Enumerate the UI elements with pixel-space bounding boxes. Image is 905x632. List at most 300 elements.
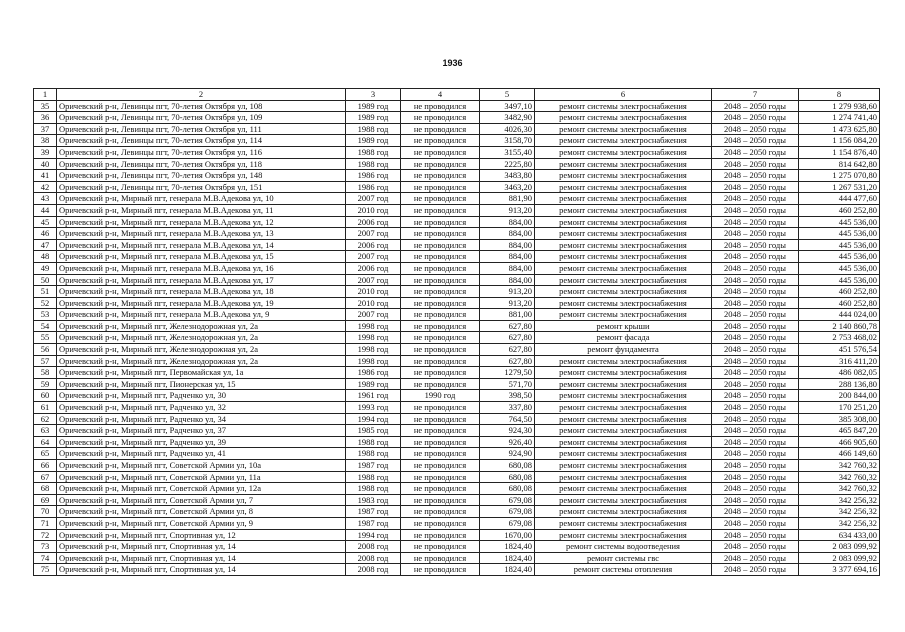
build-year-cell: 2006 год	[346, 262, 401, 274]
area-cell: 337,80	[480, 402, 535, 414]
last-repair-cell: не проводился	[401, 204, 480, 216]
last-repair-cell: не проводился	[401, 181, 480, 193]
address-cell: Оричевский р-н, Мирный пгт, Советской Армии ул, 8	[57, 506, 346, 518]
period-cell: 2048 – 2050 годы	[712, 262, 799, 274]
cost-cell: 460 252,80	[799, 297, 880, 309]
period-cell: 2048 – 2050 годы	[712, 146, 799, 158]
row-number-cell: 70	[34, 506, 57, 518]
table-row	[34, 274, 880, 286]
work-type-cell: ремонт фасада	[535, 332, 712, 344]
period-cell: 2048 – 2050 годы	[712, 274, 799, 286]
period-cell: 2048 – 2050 годы	[712, 529, 799, 541]
period-cell: 2048 – 2050 годы	[712, 239, 799, 251]
area-cell: 680,08	[480, 483, 535, 495]
row-number-cell: 67	[34, 471, 57, 483]
cost-cell: 3 377 694,16	[799, 564, 880, 576]
row-number-cell: 43	[34, 193, 57, 205]
build-year-cell: 1987 год	[346, 460, 401, 472]
address-cell: Оричевский р-н, Мирный пгт, генерала М.В.Адекова ул, 11	[57, 204, 346, 216]
area-cell: 679,08	[480, 506, 535, 518]
row-number-cell: 60	[34, 390, 57, 402]
work-type-cell: ремонт системы электроснабжения	[535, 471, 712, 483]
last-repair-cell: не проводился	[401, 378, 480, 390]
build-year-cell: 1998 год	[346, 355, 401, 367]
area-cell: 627,80	[480, 320, 535, 332]
period-cell: 2048 – 2050 годы	[712, 251, 799, 263]
build-year-cell: 2010 год	[346, 286, 401, 298]
area-cell: 881,00	[480, 309, 535, 321]
build-year-cell: 2007 год	[346, 309, 401, 321]
address-cell: Оричевский р-н, Мирный пгт, Железнодорожная ул, 2а	[57, 332, 346, 344]
cost-cell: 465 847,20	[799, 425, 880, 437]
period-cell: 2048 – 2050 годы	[712, 425, 799, 437]
cost-cell: 1 156 084,20	[799, 135, 880, 147]
build-year-cell: 1987 год	[346, 517, 401, 529]
cost-cell: 466 905,60	[799, 436, 880, 448]
address-cell: Оричевский р-н, Левинцы пгт, 70-летия Октября ул, 116	[57, 146, 346, 158]
table-row	[34, 286, 880, 298]
column-header-1: 1	[34, 89, 57, 101]
build-year-cell: 1986 год	[346, 181, 401, 193]
table-row	[34, 564, 880, 576]
work-type-cell: ремонт системы электроснабжения	[535, 228, 712, 240]
build-year-cell: 1994 год	[346, 529, 401, 541]
row-number-cell: 66	[34, 460, 57, 472]
last-repair-cell: не проводился	[401, 286, 480, 298]
row-number-cell: 39	[34, 146, 57, 158]
build-year-cell: 1998 год	[346, 332, 401, 344]
work-type-cell: ремонт системы отопления	[535, 564, 712, 576]
table-row	[34, 228, 880, 240]
table-row	[34, 158, 880, 170]
cost-cell: 1 279 938,60	[799, 100, 880, 112]
area-cell: 924,30	[480, 425, 535, 437]
area-cell: 924,90	[480, 448, 535, 460]
last-repair-cell: не проводился	[401, 135, 480, 147]
area-cell: 884,00	[480, 274, 535, 286]
cost-cell: 1 473 625,80	[799, 123, 880, 135]
table-row	[34, 262, 880, 274]
address-cell: Оричевский р-н, Мирный пгт, Радченко ул, 41	[57, 448, 346, 460]
period-cell: 2048 – 2050 годы	[712, 112, 799, 124]
column-header-4: 4	[401, 89, 480, 101]
address-cell: Оричевский р-н, Мирный пгт, генерала М.В.Адекова ул, 19	[57, 297, 346, 309]
address-cell: Оричевский р-н, Мирный пгт, генерала М.В.Адекова ул, 18	[57, 286, 346, 298]
last-repair-cell: не проводился	[401, 112, 480, 124]
work-type-cell: ремонт системы электроснабжения	[535, 204, 712, 216]
last-repair-cell: не проводился	[401, 123, 480, 135]
work-type-cell: ремонт системы электроснабжения	[535, 402, 712, 414]
row-number-cell: 36	[34, 112, 57, 124]
work-type-cell: ремонт системы водоотведения	[535, 541, 712, 553]
table-row	[34, 552, 880, 564]
period-cell: 2048 – 2050 годы	[712, 193, 799, 205]
row-number-cell: 35	[34, 100, 57, 112]
area-cell: 884,00	[480, 228, 535, 240]
last-repair-cell: не проводился	[401, 402, 480, 414]
build-year-cell: 1988 год	[346, 436, 401, 448]
table-row	[34, 170, 880, 182]
address-cell: Оричевский р-н, Левинцы пгт, 70-летия Октября ул, 109	[57, 112, 346, 124]
last-repair-cell: не проводился	[401, 228, 480, 240]
last-repair-cell: не проводился	[401, 552, 480, 564]
work-type-cell: ремонт системы электроснабжения	[535, 517, 712, 529]
table-row	[34, 494, 880, 506]
cost-cell: 1 154 876,40	[799, 146, 880, 158]
build-year-cell: 1988 год	[346, 471, 401, 483]
cost-cell: 634 433,00	[799, 529, 880, 541]
row-number-cell: 50	[34, 274, 57, 286]
table-row	[34, 332, 880, 344]
area-cell: 679,08	[480, 517, 535, 529]
build-year-cell: 1988 год	[346, 483, 401, 495]
build-year-cell: 1998 год	[346, 320, 401, 332]
work-type-cell: ремонт системы электроснабжения	[535, 390, 712, 402]
area-cell: 884,00	[480, 251, 535, 263]
row-number-cell: 51	[34, 286, 57, 298]
period-cell: 2048 – 2050 годы	[712, 471, 799, 483]
period-cell: 2048 – 2050 годы	[712, 216, 799, 228]
area-cell: 2225,80	[480, 158, 535, 170]
row-number-cell: 72	[34, 529, 57, 541]
period-cell: 2048 – 2050 годы	[712, 170, 799, 182]
period-cell: 2048 – 2050 годы	[712, 228, 799, 240]
period-cell: 2048 – 2050 годы	[712, 506, 799, 518]
table-row	[34, 309, 880, 321]
last-repair-cell: не проводился	[401, 344, 480, 356]
build-year-cell: 1985 год	[346, 425, 401, 437]
address-cell: Оричевский р-н, Левинцы пгт, 70-летия Октября ул, 148	[57, 170, 346, 182]
work-type-cell: ремонт системы гвс	[535, 552, 712, 564]
address-cell: Оричевский р-н, Мирный пгт, Спортивная ул, 12	[57, 529, 346, 541]
area-cell: 627,80	[480, 332, 535, 344]
row-number-cell: 41	[34, 170, 57, 182]
work-type-cell: ремонт системы электроснабжения	[535, 135, 712, 147]
period-cell: 2048 – 2050 годы	[712, 390, 799, 402]
work-type-cell: ремонт системы электроснабжения	[535, 216, 712, 228]
table-row	[34, 355, 880, 367]
work-type-cell: ремонт системы электроснабжения	[535, 251, 712, 263]
build-year-cell: 1998 год	[346, 344, 401, 356]
cost-cell: 486 082,05	[799, 367, 880, 379]
row-number-cell: 62	[34, 413, 57, 425]
last-repair-cell: не проводился	[401, 529, 480, 541]
area-cell: 398,50	[480, 390, 535, 402]
address-cell: Оричевский р-н, Мирный пгт, генерала М.В.Адекова ул, 12	[57, 216, 346, 228]
last-repair-cell: не проводился	[401, 413, 480, 425]
cost-cell: 200 844,00	[799, 390, 880, 402]
address-cell: Оричевский р-н, Левинцы пгт, 70-летия Октября ул, 151	[57, 181, 346, 193]
build-year-cell: 1993 год	[346, 402, 401, 414]
last-repair-cell: не проводился	[401, 100, 480, 112]
address-cell: Оричевский р-н, Мирный пгт, генерала М.В.Адекова ул, 13	[57, 228, 346, 240]
period-cell: 2048 – 2050 годы	[712, 123, 799, 135]
row-number-cell: 58	[34, 367, 57, 379]
cost-cell: 466 149,60	[799, 448, 880, 460]
address-cell: Оричевский р-н, Мирный пгт, Железнодорожная ул, 2а	[57, 355, 346, 367]
area-cell: 679,08	[480, 494, 535, 506]
cost-cell: 1 267 531,20	[799, 181, 880, 193]
work-type-cell: ремонт системы электроснабжения	[535, 193, 712, 205]
column-header-8: 8	[799, 89, 880, 101]
row-number-cell: 64	[34, 436, 57, 448]
area-cell: 913,20	[480, 204, 535, 216]
row-number-cell: 73	[34, 541, 57, 553]
row-number-cell: 48	[34, 251, 57, 263]
last-repair-cell: не проводился	[401, 332, 480, 344]
build-year-cell: 2010 год	[346, 297, 401, 309]
build-year-cell: 2006 год	[346, 239, 401, 251]
table-row	[34, 112, 880, 124]
cost-cell: 814 642,80	[799, 158, 880, 170]
build-year-cell: 2007 год	[346, 251, 401, 263]
column-header-3: 3	[346, 89, 401, 101]
work-type-cell: ремонт системы электроснабжения	[535, 181, 712, 193]
period-cell: 2048 – 2050 годы	[712, 494, 799, 506]
row-number-cell: 65	[34, 448, 57, 460]
last-repair-cell: не проводился	[401, 170, 480, 182]
table-row	[34, 181, 880, 193]
area-cell: 764,50	[480, 413, 535, 425]
period-cell: 2048 – 2050 годы	[712, 344, 799, 356]
address-cell: Оричевский р-н, Мирный пгт, Пионерская ул, 15	[57, 378, 346, 390]
work-type-cell: ремонт системы электроснабжения	[535, 483, 712, 495]
area-cell: 1824,40	[480, 541, 535, 553]
work-type-cell: ремонт системы электроснабжения	[535, 494, 712, 506]
build-year-cell: 2007 год	[346, 228, 401, 240]
work-type-cell: ремонт системы электроснабжения	[535, 355, 712, 367]
last-repair-cell: не проводился	[401, 309, 480, 321]
last-repair-cell: не проводился	[401, 193, 480, 205]
build-year-cell: 1989 год	[346, 100, 401, 112]
area-cell: 3497,10	[480, 100, 535, 112]
row-number-cell: 38	[34, 135, 57, 147]
work-type-cell: ремонт системы электроснабжения	[535, 425, 712, 437]
table-row	[34, 413, 880, 425]
page-number: 1936	[442, 58, 463, 68]
work-type-cell: ремонт фундамента	[535, 344, 712, 356]
build-year-cell: 2010 год	[346, 204, 401, 216]
work-type-cell: ремонт системы электроснабжения	[535, 309, 712, 321]
cost-cell: 288 136,80	[799, 378, 880, 390]
table-row	[34, 251, 880, 263]
table-row	[34, 378, 880, 390]
row-number-cell: 49	[34, 262, 57, 274]
address-cell: Оричевский р-н, Мирный пгт, Советской Армии ул, 9	[57, 517, 346, 529]
cost-cell: 1 274 741,40	[799, 112, 880, 124]
cost-cell: 460 252,80	[799, 286, 880, 298]
row-number-cell: 53	[34, 309, 57, 321]
period-cell: 2048 – 2050 годы	[712, 483, 799, 495]
row-number-cell: 44	[34, 204, 57, 216]
address-cell: Оричевский р-н, Мирный пгт, Железнодорожная ул, 2а	[57, 344, 346, 356]
period-cell: 2048 – 2050 годы	[712, 436, 799, 448]
period-cell: 2048 – 2050 годы	[712, 564, 799, 576]
period-cell: 2048 – 2050 годы	[712, 158, 799, 170]
work-type-cell: ремонт крыши	[535, 320, 712, 332]
row-number-cell: 52	[34, 297, 57, 309]
area-cell: 680,08	[480, 460, 535, 472]
area-cell: 3482,90	[480, 112, 535, 124]
area-cell: 1824,40	[480, 564, 535, 576]
period-cell: 2048 – 2050 годы	[712, 367, 799, 379]
build-year-cell: 1987 год	[346, 506, 401, 518]
build-year-cell: 1986 год	[346, 367, 401, 379]
row-number-cell: 74	[34, 552, 57, 564]
cost-cell: 342 760,32	[799, 460, 880, 472]
row-number-cell: 56	[34, 344, 57, 356]
table-row	[34, 471, 880, 483]
row-number-cell: 59	[34, 378, 57, 390]
address-cell: Оричевский р-н, Мирный пгт, генерала М.В.Адекова ул, 16	[57, 262, 346, 274]
column-header-7: 7	[712, 89, 799, 101]
period-cell: 2048 – 2050 годы	[712, 355, 799, 367]
cost-cell: 385 308,00	[799, 413, 880, 425]
period-cell: 2048 – 2050 годы	[712, 413, 799, 425]
period-cell: 2048 – 2050 годы	[712, 460, 799, 472]
cost-cell: 2 083 099,92	[799, 552, 880, 564]
row-number-cell: 63	[34, 425, 57, 437]
table-row	[34, 402, 880, 414]
area-cell: 4026,30	[480, 123, 535, 135]
address-cell: Оричевский р-н, Мирный пгт, Радченко ул, 39	[57, 436, 346, 448]
last-repair-cell: не проводился	[401, 262, 480, 274]
work-type-cell: ремонт системы электроснабжения	[535, 262, 712, 274]
address-cell: Оричевский р-н, Мирный пгт, Радченко ул, 32	[57, 402, 346, 414]
period-cell: 2048 – 2050 годы	[712, 286, 799, 298]
area-cell: 3155,40	[480, 146, 535, 158]
address-cell: Оричевский р-н, Мирный пгт, Советской Армии ул, 12а	[57, 483, 346, 495]
work-type-cell: ремонт системы электроснабжения	[535, 112, 712, 124]
work-type-cell: ремонт системы электроснабжения	[535, 286, 712, 298]
area-cell: 3158,70	[480, 135, 535, 147]
area-cell: 1279,50	[480, 367, 535, 379]
table-row	[34, 367, 880, 379]
work-type-cell: ремонт системы электроснабжения	[535, 460, 712, 472]
cost-cell: 445 536,00	[799, 251, 880, 263]
table-row	[34, 506, 880, 518]
work-type-cell: ремонт системы электроснабжения	[535, 448, 712, 460]
address-cell: Оричевский р-н, Левинцы пгт, 70-летия Октября ул, 108	[57, 100, 346, 112]
row-number-cell: 75	[34, 564, 57, 576]
last-repair-cell: не проводился	[401, 483, 480, 495]
build-year-cell: 2008 год	[346, 564, 401, 576]
cost-cell: 2 753 468,02	[799, 332, 880, 344]
build-year-cell: 2007 год	[346, 193, 401, 205]
last-repair-cell: не проводился	[401, 216, 480, 228]
address-cell: Оричевский р-н, Левинцы пгт, 70-летия Октября ул, 114	[57, 135, 346, 147]
column-header-5: 5	[480, 89, 535, 101]
table-row	[34, 135, 880, 147]
build-year-cell: 1983 год	[346, 494, 401, 506]
table-row	[34, 483, 880, 495]
area-cell: 680,08	[480, 471, 535, 483]
last-repair-cell: не проводился	[401, 367, 480, 379]
period-cell: 2048 – 2050 годы	[712, 181, 799, 193]
address-cell: Оричевский р-н, Мирный пгт, Радченко ул, 30	[57, 390, 346, 402]
build-year-cell: 1988 год	[346, 123, 401, 135]
address-cell: Оричевский р-н, Мирный пгт, генерала М.В.Адекова ул, 17	[57, 274, 346, 286]
table-body	[34, 100, 880, 575]
address-cell: Оричевский р-н, Мирный пгт, Спортивная ул, 14	[57, 552, 346, 564]
address-cell: Оричевский р-н, Мирный пгт, генерала М.В.Адекова ул, 9	[57, 309, 346, 321]
row-number-cell: 47	[34, 239, 57, 251]
period-cell: 2048 – 2050 годы	[712, 309, 799, 321]
address-cell: Оричевский р-н, Мирный пгт, Советской Армии ул, 10а	[57, 460, 346, 472]
table-row	[34, 517, 880, 529]
area-cell: 3463,20	[480, 181, 535, 193]
table-header-row	[34, 89, 880, 101]
period-cell: 2048 – 2050 годы	[712, 297, 799, 309]
address-cell: Оричевский р-н, Мирный пгт, Радченко ул, 37	[57, 425, 346, 437]
register-table	[33, 88, 880, 576]
table-row	[34, 436, 880, 448]
work-type-cell: ремонт системы электроснабжения	[535, 146, 712, 158]
row-number-cell: 37	[34, 123, 57, 135]
last-repair-cell: не проводился	[401, 564, 480, 576]
last-repair-cell: не проводился	[401, 460, 480, 472]
last-repair-cell: не проводился	[401, 320, 480, 332]
area-cell: 913,20	[480, 297, 535, 309]
table-row	[34, 204, 880, 216]
last-repair-cell: не проводился	[401, 239, 480, 251]
table-row	[34, 541, 880, 553]
last-repair-cell: не проводился	[401, 425, 480, 437]
build-year-cell: 2008 год	[346, 541, 401, 553]
area-cell: 884,00	[480, 239, 535, 251]
last-repair-cell: не проводился	[401, 506, 480, 518]
period-cell: 2048 – 2050 годы	[712, 100, 799, 112]
table-row	[34, 146, 880, 158]
row-number-cell: 68	[34, 483, 57, 495]
build-year-cell: 1989 год	[346, 378, 401, 390]
cost-cell: 342 760,32	[799, 471, 880, 483]
column-header-2: 2	[57, 89, 346, 101]
period-cell: 2048 – 2050 годы	[712, 402, 799, 414]
work-type-cell: ремонт системы электроснабжения	[535, 378, 712, 390]
row-number-cell: 40	[34, 158, 57, 170]
work-type-cell: ремонт системы электроснабжения	[535, 274, 712, 286]
build-year-cell: 1986 год	[346, 170, 401, 182]
address-cell: Оричевский р-н, Мирный пгт, генерала М.В.Адекова ул, 10	[57, 193, 346, 205]
cost-cell: 342 256,32	[799, 517, 880, 529]
period-cell: 2048 – 2050 годы	[712, 135, 799, 147]
last-repair-cell: не проводился	[401, 297, 480, 309]
work-type-cell: ремонт системы электроснабжения	[535, 239, 712, 251]
address-cell: Оричевский р-н, Мирный пгт, Радченко ул, 34	[57, 413, 346, 425]
period-cell: 2048 – 2050 годы	[712, 448, 799, 460]
period-cell: 2048 – 2050 годы	[712, 541, 799, 553]
address-cell: Оричевский р-н, Мирный пгт, Советской Армии ул, 11а	[57, 471, 346, 483]
row-number-cell: 54	[34, 320, 57, 332]
period-cell: 2048 – 2050 годы	[712, 517, 799, 529]
row-number-cell: 57	[34, 355, 57, 367]
work-type-cell: ремонт системы электроснабжения	[535, 297, 712, 309]
cost-cell: 460 252,80	[799, 204, 880, 216]
address-cell: Оричевский р-н, Мирный пгт, генерала М.В.Адекова ул, 14	[57, 239, 346, 251]
area-cell: 913,20	[480, 286, 535, 298]
area-cell: 884,00	[480, 216, 535, 228]
cost-cell: 1 275 070,80	[799, 170, 880, 182]
table-row	[34, 425, 880, 437]
area-cell: 3483,80	[480, 170, 535, 182]
table-row	[34, 320, 880, 332]
address-cell: Оричевский р-н, Мирный пгт, Спортивная ул, 14	[57, 564, 346, 576]
period-cell: 2048 – 2050 годы	[712, 320, 799, 332]
area-cell: 1670,00	[480, 529, 535, 541]
last-repair-cell: не проводился	[401, 471, 480, 483]
row-number-cell: 45	[34, 216, 57, 228]
